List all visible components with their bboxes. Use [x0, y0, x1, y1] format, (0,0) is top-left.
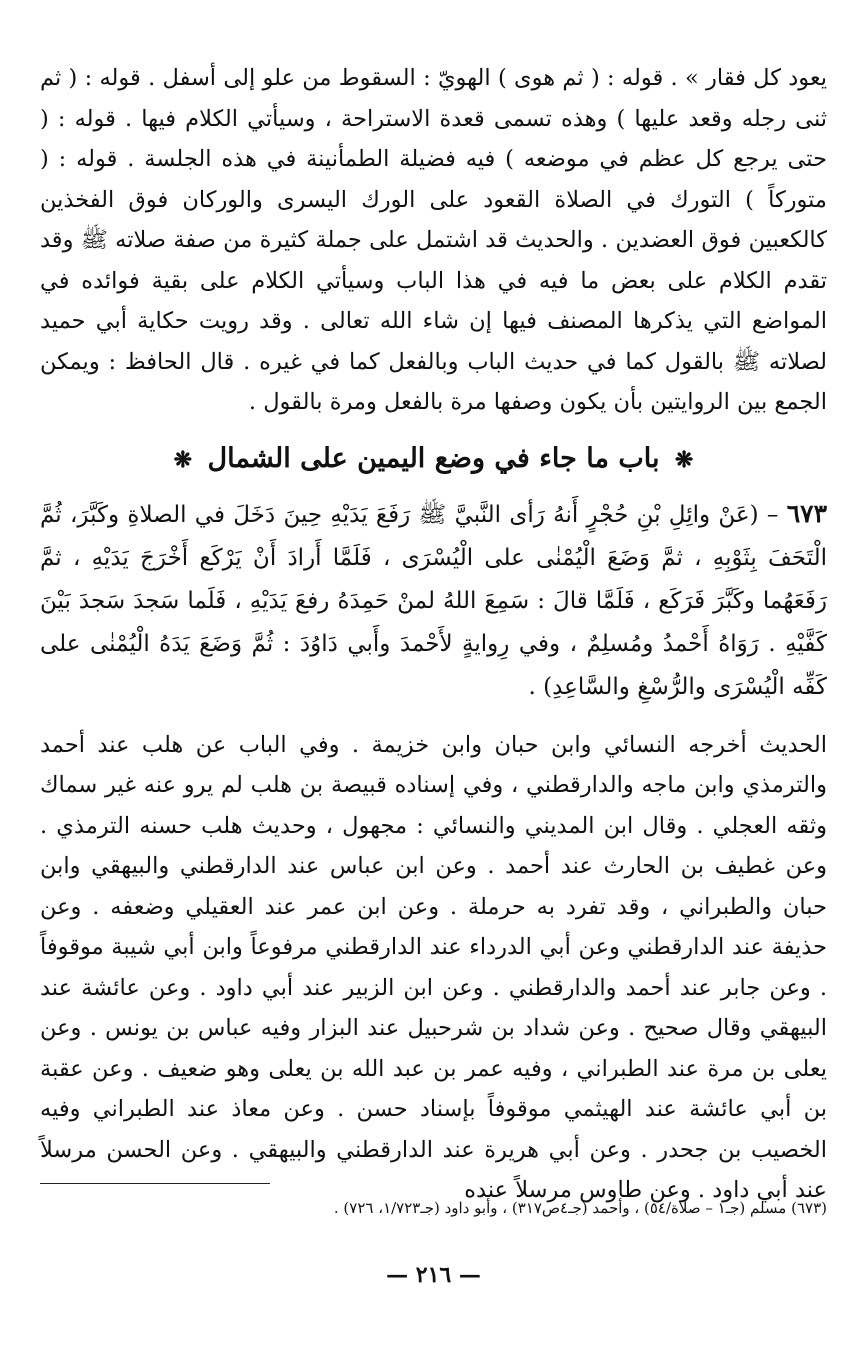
- hadith-text: (عَنْ وائِلِ بْنِ حُجْرٍ أَنهُ رَأى النَّبيَّ ﷺ رَفَعَ يَدَيْهِ حِينَ دَخَلَ في الصلاةِ وكَبَّرَ، ثُمَّ الْتَحَفَ بِثَوْبِهِ ، ثمَّ وَضَعَ الْيُمْنٰى على الْيُسْرَى ، فَلَمَّا أَرادَ أَنْ يَرْكَع أَخْرَجَ يَدَيْهِ ، ثمَّ رَفَعَهُما وكَبَّرَ فَرَكَع ، فَلَمَّا قالَ : سَمِعَ اللهُ لمنْ حَمِدَهُ رفعَ يَدَيْهِ ، فَلَما سَجدَ سَجدَ بَيْنَ كَفَّيْهِ . رَوَاهُ أَحْمدُ ومُسلِمٌ ، وفي رِوايةٍ لأَحْمدَ وأَبي دَاوُدَ : ثُمَّ وَضَعَ يَدَهُ الْيُمْنٰى على كَفِّه الْيُسْرَى والرُّسْغِ والسَّاعِدِ) .: [40, 501, 827, 700]
- section-heading: باب ما جاء في وضع اليمين على الشمال: [207, 442, 660, 474]
- ornament-star-icon: ❋: [173, 446, 193, 473]
- footnote: (٦٧٣) مسلم (جـ١ – صلاة/٥٤) ، وأحمد (جـ٤ص٣١٧) ، وأبو داود (جـ١/٧٢٣، ٧٢٦) .: [333, 1199, 827, 1217]
- hadith-number: ٦٧٣: [786, 498, 828, 528]
- commentary-section: [40, 725, 827, 1211]
- ornament-star-icon: ❋: [674, 446, 694, 473]
- section-heading-row: [40, 439, 827, 480]
- hadith-block: [40, 492, 827, 709]
- commentary-paragraph: الحديث أخرجه النسائي وابن حبان وابن خزيمة . وفي الباب عن هلب عند أحمد والترمذي وابن ماجه والدارقطني ، وفي إسناده قبيصة بن هلب لم يرو عنه غير سماك وثقه العجلي . وقال ابن المديني والنسائي : مجهول ، وحديث هلب حسنه الترمذي . وعن غطيف بن الحارث عند أحمد . وعن ابن عباس عند الدارقطني والبيهقي وابن حبان والطبراني ، وقد تفرد به حرملة . وعن ابن عمر عند العقيلي وضعفه . وعن حذيفة عند الدارقطني وعن أبي الدرداء عند الدارقطني مرفوعاً وابن أبي شيبة موقوفاً . وعن جابر عند أحمد والدارقطني . وعن ابن الزبير عند أبي داود . وعن عائشة عند البيهقي وقال صحيح . وعن شداد بن شرحبيل عند البزار وفيه عباس بن يونس . وعن يعلى بن مرة عند الطبراني ، وفيه عمر بن عبد الله بن يعلى وهو ضعيف . وعن عقبة بن أبي عائشة عند الهيثمي موقوفاً بإسناد حسن . وعن معاذ عند الطبراني وفيه الخصيب بن جحدر . وعن أبي هريرة عند الدارقطني والبيهقي . وعن الحسن مرسلاً عند أبي داود . وعن طاوس مرسلاً عنده: [40, 731, 827, 1203]
- page-number: — ٢١٦ —: [386, 1262, 481, 1288]
- top-paragraph: يعود كل فقار » . قوله : ( ثم هوى ) الهويّ : السقوط من علو إلى أسفل . قوله : ( ثم ثنى رجله وقعد عليها ) وهذه تسمى قعدة الاستراحة ، وسيأتي الكلام فيها . قوله : ( حتى يرجع كل عظم في موضعه ) فيه فضيلة الطمأنينة في هذه الجلسة . قوله : ( متوركاً ) التورك في الصلاة القعود على الورك اليسرى والوركان فوق الفخذين كالكعبين فوق العضدين . والحديث قد اشتمل على جملة كثيرة من صفة صلاته ﷺ وقد تقدم الكلام على بعض ما فيه في هذا الباب وسيأتي الكلام على بقية فوائده في المواضع التي يذكرها المصنف فيها إن شاء الله تعالى . وقد رويت حكاية أبي حميد لصلاته ﷺ بالقول كما في حديث الباب وبالفعل كما في غيره . قال الحافظ : ويمكن الجمع بين الروايتين بأن يكون وصفها مرة بالفعل ومرة بالقول .: [40, 65, 827, 415]
- hadith-dash: –: [758, 501, 787, 528]
- footnote-divider: [40, 1183, 270, 1184]
